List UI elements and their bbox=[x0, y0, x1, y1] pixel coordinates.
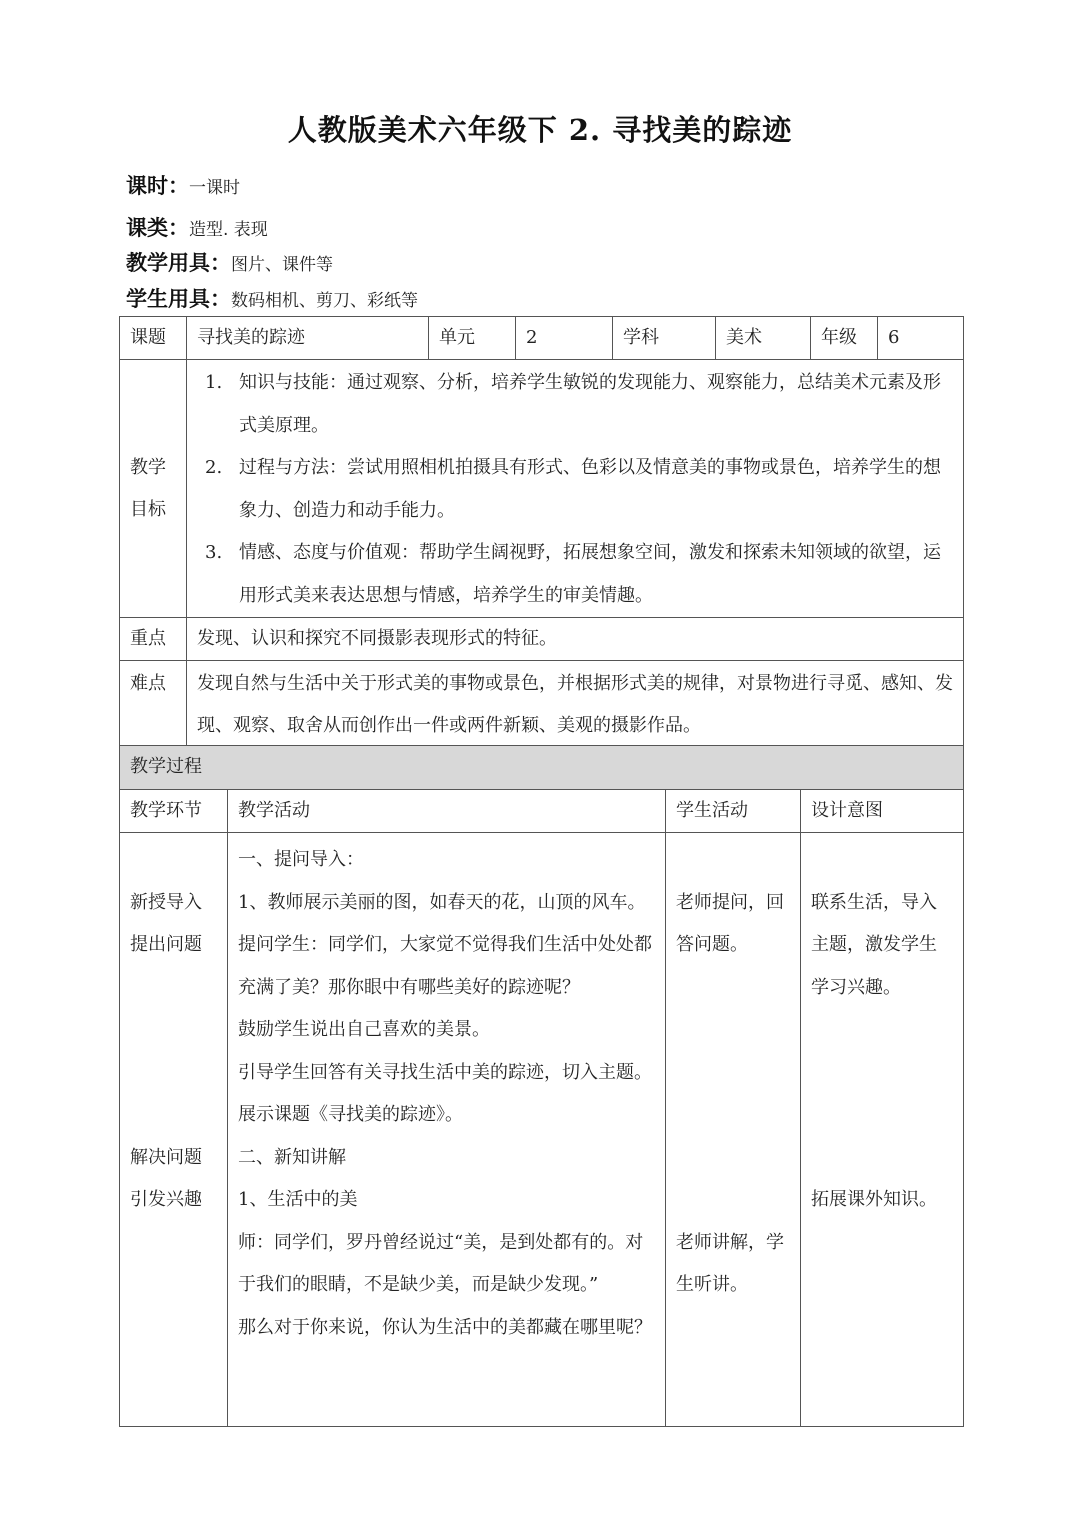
stage-spacer bbox=[130, 967, 217, 1137]
table-row bbox=[120, 360, 964, 618]
meta-value: 图片、课件等 bbox=[231, 255, 333, 275]
activity-paragraph: 鼓励学生说出自己喜欢的美景。 bbox=[238, 1019, 490, 1040]
goals-list bbox=[197, 362, 953, 617]
grade-value: 6 bbox=[878, 317, 964, 360]
unit-value: 2 bbox=[516, 317, 613, 360]
activity-paragraph: 二、新知讲解 bbox=[238, 1146, 346, 1168]
goals-label-line: 目标 bbox=[130, 498, 166, 520]
table-row bbox=[120, 661, 964, 749]
process-table bbox=[119, 745, 964, 1427]
activity-paragraph: 展示课题《寻找美的踪迹》。 bbox=[238, 1104, 463, 1125]
table-row bbox=[120, 789, 964, 833]
student-activity: 老师提问，回答问题。 bbox=[676, 891, 784, 955]
unit-label: 单元 bbox=[429, 317, 516, 360]
stage-line: 引发兴趣 bbox=[130, 1189, 202, 1210]
stage-line bbox=[130, 839, 217, 882]
subject-label: 学科 bbox=[613, 317, 716, 360]
column-header: 学生活动 bbox=[666, 789, 801, 833]
difficulty-label: 难点 bbox=[120, 661, 187, 749]
design-intent: 拓展课外知识。 bbox=[811, 1189, 937, 1210]
intent-spacer bbox=[811, 1009, 953, 1179]
student-cell bbox=[666, 833, 801, 1427]
student-spacer bbox=[676, 839, 790, 882]
table-row bbox=[120, 746, 964, 790]
meta-value: 数码相机、剪刀、彩纸等 bbox=[231, 291, 418, 311]
stage-line: 解决问题 bbox=[130, 1146, 202, 1168]
goals-cell bbox=[187, 360, 964, 618]
stage-line: 提出问题 bbox=[130, 934, 202, 955]
lesson-info-table bbox=[119, 316, 964, 749]
meta-teaching-tools bbox=[126, 247, 333, 277]
activity-paragraph: 一、提问导入： bbox=[238, 849, 364, 870]
topic-label: 课题 bbox=[120, 317, 187, 360]
meta-key: 学生用具： bbox=[126, 286, 231, 311]
meta-student-tools bbox=[126, 283, 418, 313]
activity-cell bbox=[228, 833, 666, 1427]
goals-label bbox=[120, 360, 187, 618]
list-item bbox=[197, 447, 953, 532]
meta-class-type bbox=[126, 212, 268, 242]
process-header: 教学过程 bbox=[120, 746, 964, 790]
activity-paragraph: 那么对于你来说，你认为生活中的美都藏在哪里呢？ bbox=[238, 1316, 652, 1338]
topic-value: 寻找美的踪迹 bbox=[187, 317, 429, 360]
column-header: 设计意图 bbox=[801, 789, 964, 833]
meta-class-hours bbox=[126, 170, 240, 200]
meta-key: 课类： bbox=[126, 215, 189, 240]
goal-number: 1. bbox=[205, 372, 223, 393]
goal-text: 情感、态度与价值观：帮助学生阔视野，拓展想象空间，激发和探索未知领域的欲望，运用形式美来表达思想与情感，培养学生的审美情趣。 bbox=[239, 542, 941, 606]
table-row bbox=[120, 317, 964, 360]
subject-value: 美术 bbox=[716, 317, 811, 360]
list-item bbox=[197, 362, 953, 447]
activity-paragraph: 提问学生：同学们，大家觉不觉得我们生活中处处都充满了美？那你眼中有哪些美好的踪迹呢？ bbox=[238, 934, 652, 998]
activity-paragraph: 1、教师展示美丽的图，如春天的花，山顶的风车。 bbox=[238, 891, 646, 913]
intent-spacer bbox=[811, 839, 953, 882]
goal-text: 过程与方法：尝试用照相机拍摄具有形式、色彩以及情意美的事物或景色，培养学生的想象力、创造力和动手能力。 bbox=[239, 457, 941, 521]
key-point-text: 发现、认识和探究不同摄影表现形式的特征。 bbox=[187, 618, 964, 661]
goal-number: 2. bbox=[205, 457, 223, 478]
meta-value: 一课时 bbox=[189, 178, 240, 198]
goal-number: 3. bbox=[205, 542, 223, 563]
meta-value: 造型. 表现 bbox=[189, 220, 268, 240]
activity-paragraph: 引导学生回答有关寻找生活中美的踪迹，切入主题。 bbox=[238, 1061, 652, 1083]
activity-paragraph: 1、生活中的美 bbox=[238, 1189, 358, 1210]
key-point-label: 重点 bbox=[120, 618, 187, 661]
grade-label: 年级 bbox=[811, 317, 878, 360]
activity-paragraph: 师：同学们，罗丹曾经说过“美，是到处都有的。对于我们的眼睛，不是缺少美，而是缺少发现。” bbox=[238, 1231, 644, 1295]
stage-cell bbox=[120, 833, 228, 1427]
list-item bbox=[197, 532, 953, 617]
student-spacer bbox=[676, 967, 790, 1222]
meta-key: 教学用具： bbox=[126, 250, 231, 275]
goal-text: 知识与技能：通过观察、分析，培养学生敏锐的发现能力、观察能力，总结美术元素及形式美原理。 bbox=[239, 372, 941, 436]
stage-line: 新授导入 bbox=[130, 891, 202, 913]
table-row bbox=[120, 618, 964, 661]
column-header: 教学活动 bbox=[228, 789, 666, 833]
meta-key: 课时： bbox=[126, 173, 189, 198]
difficulty-text: 发现自然与生活中关于形式美的事物或景色，并根据形式美的规律，对景物进行寻觅、感知、发现、观察、取舍从而创作出一件或两件新颖、美观的摄影作品。 bbox=[187, 661, 964, 749]
table-row bbox=[120, 833, 964, 1427]
goals-label-line: 教学 bbox=[130, 456, 166, 478]
intent-cell bbox=[801, 833, 964, 1427]
design-intent: 联系生活，导入主题，激发学生学习兴趣。 bbox=[811, 891, 937, 998]
column-header: 教学环节 bbox=[120, 789, 228, 833]
page-title: 人教版美术六年级下 2. 寻找美的踪迹 bbox=[287, 113, 793, 147]
student-activity: 老师讲解，学生听讲。 bbox=[676, 1231, 784, 1295]
